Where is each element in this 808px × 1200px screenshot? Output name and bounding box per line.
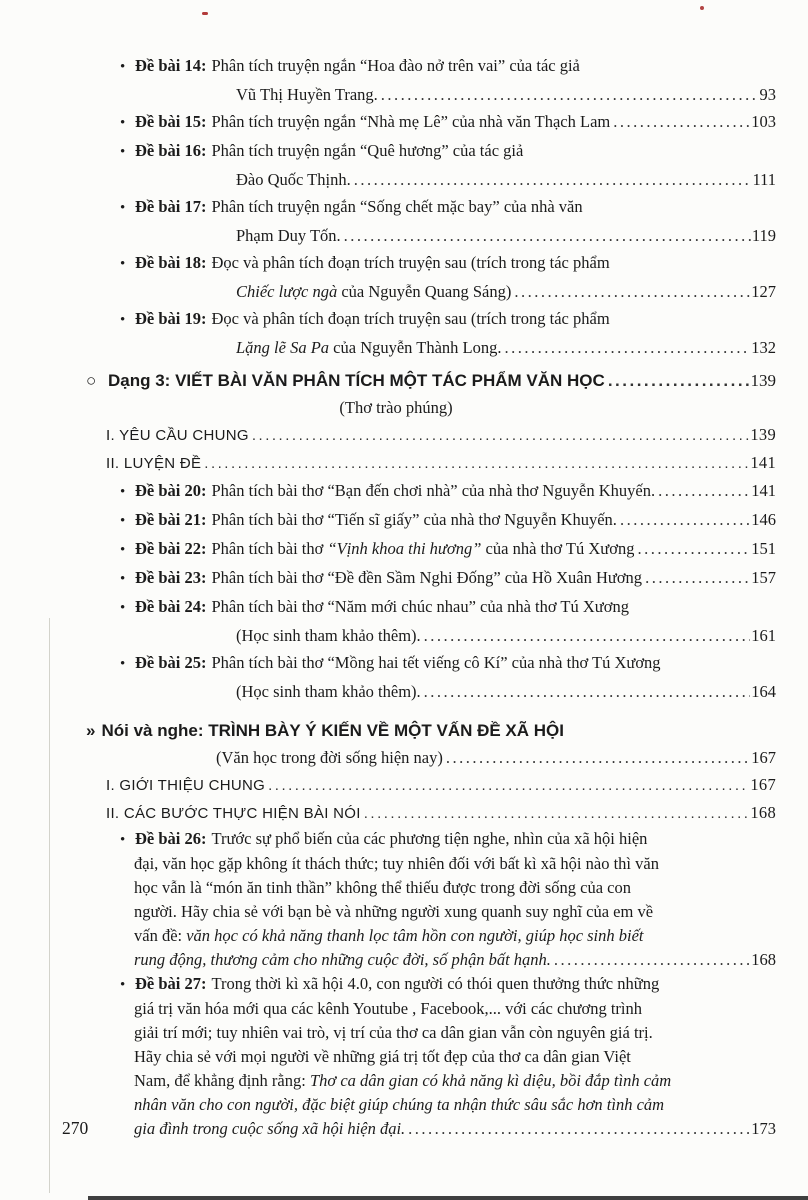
page-ref: 167	[751, 748, 776, 767]
toc-page	[86, 52, 776, 1141]
toc-entry-line	[120, 649, 776, 678]
entry-text: Phân tích truyện ngắn “Quê hương” của tác giả	[211, 141, 524, 160]
page-ref: 167	[750, 775, 776, 794]
page-ref: 141	[751, 481, 776, 500]
leader-dots	[354, 166, 752, 193]
leader-dots	[424, 678, 751, 705]
toc-entry-line: Hãy chia sẻ với mọi người về những giá trị tốt đẹp của thơ ca dân gian Việt	[134, 1047, 631, 1066]
section-title: TRÌNH BÀY Ý KIẾN VỀ MỘT VẤN ĐỀ XÃ HỘI	[208, 721, 564, 740]
entry-text: Phạm Duy Tốn.	[236, 226, 341, 245]
toc-entry-line	[120, 305, 776, 334]
entry-label: Đề bài 18:	[135, 253, 207, 272]
bullet-icon: •	[120, 115, 126, 131]
scan-artifact	[202, 12, 208, 15]
toc-entry-de-bai-23	[120, 564, 776, 593]
entry-text: (Học sinh tham khảo thêm).	[236, 682, 421, 701]
page-ref: 127	[751, 282, 776, 301]
page-ref: 119	[751, 226, 776, 245]
work-title: Lặng lẽ Sa Pa	[236, 338, 330, 357]
leader-dots	[381, 81, 759, 108]
bullet-icon: •	[120, 571, 126, 587]
bullet-icon: •	[120, 977, 126, 993]
toc-entry-line: nhân văn cho con người, đặc biệt giúp chúng ta nhận thức sâu sắc hơn tình cảm	[134, 1095, 665, 1114]
entry-text: Trong thời kì xã hội 4.0, con người có thói quen thưởng thức những	[211, 974, 660, 993]
subsection-gioi-thieu-chung	[106, 771, 776, 799]
entry-text: (Học sinh tham khảo thêm).	[236, 626, 421, 645]
bullet-icon: •	[120, 200, 126, 216]
toc-entry-line	[236, 334, 776, 361]
leader-dots	[204, 450, 749, 477]
leader-dots	[364, 800, 750, 827]
entry-label: Đề bài 25:	[135, 653, 207, 672]
toc-entry-de-bai-20	[120, 477, 776, 506]
entry-text: Lặng lẽ Sa Pa của Nguyễn Thành Long.	[236, 338, 502, 357]
toc-entry-de-bai-21	[120, 506, 776, 535]
subsection-cac-buoc	[106, 799, 776, 827]
entry-text: Đề bài 20: Phân tích bài thơ “Bạn đến chơi nhà” của nhà thơ Nguyễn Khuyến.	[135, 481, 656, 500]
subsection-yeu-cau-chung	[106, 421, 776, 449]
toc-entry-line	[120, 593, 776, 622]
section-label: Nói và nghe:	[101, 721, 204, 740]
leader-dots	[344, 222, 751, 249]
entry-text: Đề bài 23: Phân tích bài thơ “Đề đền Sầm Nghi Đống” của Hồ Xuân Hương	[135, 568, 643, 587]
toc-entry-de-bai-24	[86, 593, 776, 649]
section-header-dang-3	[86, 367, 776, 394]
entry-text: Đề bài 22: Phân tích bài thơ “Vịnh khoa thi hương” của nhà thơ Tú Xương	[135, 539, 635, 558]
entry-label: Đề bài 14:	[135, 56, 207, 75]
subsection-label: I. YÊU CẦU CHUNG	[106, 427, 249, 444]
page-ref: 168	[751, 950, 776, 969]
toc-entry-line: Nam, để khẳng định rằng: Thơ ca dân gian có khả năng kì diệu, bồi đắp tình cảm	[134, 1071, 672, 1090]
leader-dots	[424, 622, 751, 649]
entry-text: gia đình trong cuộc sống xã hội hiện đại.	[134, 1119, 406, 1138]
subsection-label: II. CÁC BƯỚC THỰC HIỆN BÀI NÓI	[106, 805, 361, 822]
bullet-icon: •	[120, 312, 126, 328]
page-ref: 111	[752, 170, 776, 189]
section-subtitle-line	[216, 744, 776, 771]
entry-label: Đề bài 24:	[135, 597, 207, 616]
entry-text: Phân tích truyện ngắn “Hoa đào nở trên vai” của tác giả	[211, 56, 580, 75]
work-title: Chiếc lược ngà	[236, 282, 338, 301]
toc-entry-de-bai-27	[86, 972, 776, 1141]
leader-dots	[505, 334, 751, 361]
work-title: “Vịnh khoa thi hương”	[327, 539, 482, 558]
entry-label: Đề bài 27:	[135, 974, 207, 993]
page-ref: 173	[751, 1119, 776, 1138]
toc-entry-de-bai-15	[120, 108, 776, 137]
leader-dots	[446, 744, 750, 771]
entry-text: Vũ Thị Huyền Trang.	[236, 85, 378, 104]
toc-entry-de-bai-19	[86, 305, 776, 361]
toc-entry-de-bai-18	[86, 249, 776, 305]
scan-artifact	[49, 618, 50, 1193]
page-ref: 103	[751, 112, 776, 131]
subsection-label: II. LUYỆN ĐỀ	[106, 455, 202, 472]
section-subtitle: (Văn học trong đời sống hiện nay)	[216, 748, 443, 767]
entry-text: Phân tích bài thơ “Năm mới chúc nhau” của nhà thơ Tú Xương	[211, 597, 629, 616]
toc-entry-line	[236, 166, 776, 193]
leader-dots	[645, 564, 750, 591]
page-ref: 168	[750, 803, 776, 822]
entry-label: Đề bài 26:	[135, 829, 207, 848]
leader-dots	[637, 535, 750, 562]
leader-dots	[608, 367, 750, 394]
toc-entry-de-bai-22	[120, 535, 776, 564]
toc-entry-line	[120, 52, 776, 81]
entry-text: Đề bài 21: Phân tích bài thơ “Tiến sĩ giấy” của nhà thơ Nguyễn Khuyến.	[135, 510, 617, 529]
toc-entry-de-bai-26	[86, 827, 776, 972]
bullet-icon: •	[120, 832, 126, 848]
subsection-luyen-de	[106, 449, 776, 477]
entry-label: Đề bài 17:	[135, 197, 207, 216]
bullet-icon: •	[120, 484, 126, 500]
toc-entry-line	[134, 1117, 776, 1141]
toc-entry-line: giá trị văn hóa mới qua các kênh Youtube , Facebook,... với các chương trình	[134, 999, 642, 1018]
toc-entry-line: đại, văn học gặp không ít thách thức; tuy nhiên đối với bất kì xã hội nào thì văn	[134, 854, 659, 873]
page-ref: 146	[751, 510, 776, 529]
circle-marker-icon: ○	[86, 371, 97, 390]
bullet-icon: •	[120, 256, 126, 272]
leader-dots	[408, 1117, 750, 1141]
scan-artifact	[700, 6, 704, 10]
toc-entry-line	[236, 622, 776, 649]
leader-dots	[658, 477, 750, 504]
entry-text: Đào Quốc Thịnh.	[236, 170, 351, 189]
entry-text: Đọc và phân tích đoạn trích truyện sau (trích trong tác phẩm	[211, 253, 610, 272]
toc-entry-de-bai-14	[86, 52, 776, 108]
toc-entry-line: học vẫn là “món ăn tinh thần” không thể thiếu được trong đời sống của con	[134, 878, 631, 897]
bullet-icon: •	[120, 513, 126, 529]
toc-entry-line	[236, 678, 776, 705]
toc-entry-line	[236, 81, 776, 108]
scan-artifact	[88, 1196, 808, 1200]
bullet-icon: •	[120, 656, 126, 672]
entry-text: Chiếc lược ngà của Nguyễn Quang Sáng)	[236, 282, 512, 301]
folio-page-number: 270	[62, 1118, 89, 1138]
entry-text: Đọc và phân tích đoạn trích truyện sau (trích trong tác phẩm	[211, 309, 610, 328]
page-ref: 164	[751, 682, 776, 701]
leader-dots	[554, 948, 750, 972]
toc-entry-line	[120, 972, 776, 997]
section-title: Dạng 3: VIẾT BÀI VĂN PHÂN TÍCH MỘT TÁC PHẨM VĂN HỌC	[108, 371, 605, 390]
entry-text: Trước sự phổ biến của các phương tiện nghe, nhìn của xã hội hiện	[211, 829, 648, 848]
toc-entry-line: giải trí mới; tuy nhiên vai trò, vị trí của thơ ca dân gian vẫn còn nguyên giá trị.	[134, 1023, 653, 1042]
toc-entry-line	[134, 948, 776, 972]
page-ref: 139	[750, 425, 776, 444]
chevrons-marker-icon: »	[86, 721, 96, 740]
leader-dots	[268, 772, 749, 799]
bullet-icon: •	[120, 542, 126, 558]
toc-entry-line: người. Hãy chia sẻ với bạn bè và những người xung quanh suy nghĩ của em về	[134, 902, 654, 921]
entry-text: Phân tích truyện ngắn “Sống chết mặc bay” của nhà văn	[211, 197, 583, 216]
leader-dots	[252, 422, 749, 449]
entry-text: Phân tích bài thơ “Mồng hai tết viếng cô Kí” của nhà thơ Tú Xương	[211, 653, 661, 672]
toc-entry-de-bai-16	[86, 137, 776, 193]
leader-dots	[620, 506, 750, 533]
page-ref: 93	[759, 85, 776, 104]
entry-text: Đề bài 15: Phân tích truyện ngắn “Nhà mẹ Lê” của nhà văn Thạch Lam	[135, 112, 611, 131]
toc-entry-line	[236, 222, 776, 249]
toc-entry-line	[120, 249, 776, 278]
page-ref: 151	[751, 539, 776, 558]
leader-dots	[613, 108, 750, 135]
entry-text: rung động, thương cảm cho những cuộc đời, số phận bất hạnh.	[134, 950, 551, 969]
page-ref: 157	[751, 568, 776, 587]
section-header-noi-va-nghe	[86, 717, 776, 744]
page-ref: 141	[750, 453, 776, 472]
entry-label: Đề bài 16:	[135, 141, 207, 160]
toc-entry-line	[120, 193, 776, 222]
page-ref: 139	[750, 371, 776, 390]
entry-label: Đề bài 19:	[135, 309, 207, 328]
toc-entry-de-bai-25	[86, 649, 776, 705]
leader-dots	[514, 278, 750, 305]
page-ref: 161	[751, 626, 776, 645]
section-subtitle: (Thơ trào phúng)	[339, 398, 453, 417]
bullet-icon: •	[120, 59, 126, 75]
page-ref: 132	[751, 338, 776, 357]
subsection-label: I. GIỚI THIỆU CHUNG	[106, 777, 266, 794]
toc-entry-de-bai-17	[86, 193, 776, 249]
toc-entry-line: vấn đề: văn học có khả năng thanh lọc tâm hồn con người, giúp học sinh biết	[134, 926, 644, 945]
toc-entry-line	[236, 278, 776, 305]
toc-entry-line	[120, 137, 776, 166]
toc-entry-line	[120, 827, 776, 852]
bullet-icon: •	[120, 600, 126, 616]
bullet-icon: •	[120, 144, 126, 160]
